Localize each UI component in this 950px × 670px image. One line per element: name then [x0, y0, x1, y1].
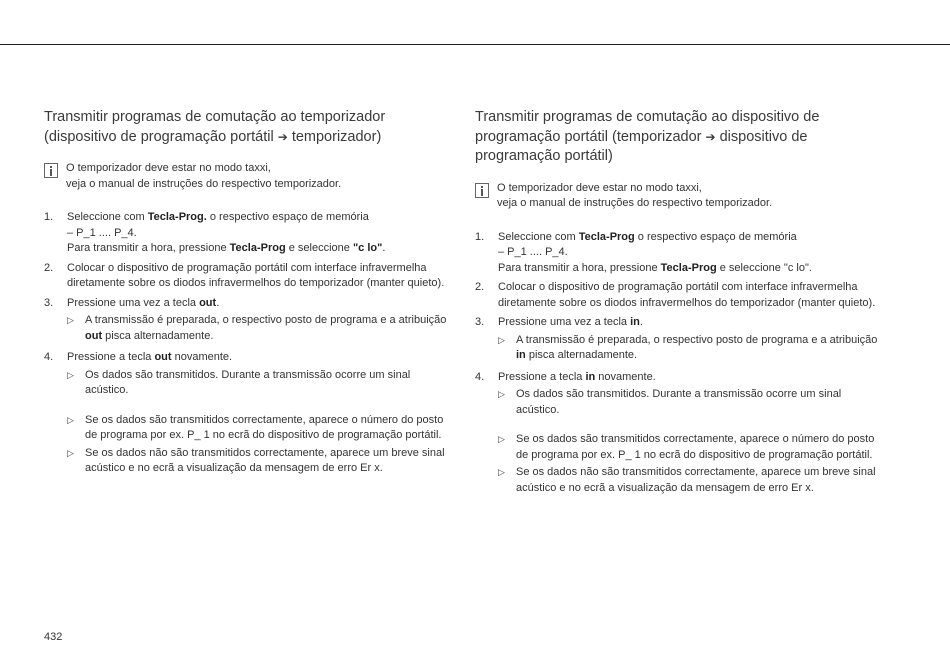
sub-item: ▷ Se os dados são transmitidos correctamente, aparece o número do posto de programa por ex. P_ 1 no ecrã do dispositivo de programação portátil.	[498, 432, 876, 463]
list-item: 4. Pressione a tecla out novamente. ▷ Os dados são transmitidos. Durante a transmissão ocorre um sinal acústico. ▷ Se os dados são transmitidos correctamente, aparece o número do posto de programa por ex. P_ 1 no ecrã do dispositivo de programação portátil. ▷ Se os dados não são transmitidos correctamente, aparece um breve sinal acústico e no ecrã a visualização da mensagem de erro Er x.	[44, 350, 444, 477]
list-item: 2. Colocar o dispositivo de programação portátil com interface infravermelha diretamente sobre os diodos infravermelhos do temporizador (manter quieto).	[44, 261, 445, 289]
left-column	[44, 108, 447, 481]
sub-item: ▷ Se os dados são transmitidos correctamente, aparece o número do posto de programa por ex. P_ 1 no ecrã do dispositivo de programação portátil.	[67, 413, 445, 444]
top-rule	[0, 44, 950, 45]
sub-item: ▷ Se os dados não são transmitidos correctamente, aparece um breve sinal acústico e no ecrã a visualização da mensagem de erro Er x.	[498, 465, 876, 496]
section-heading-right: Transmitir programas de comutação ao dispositivo de programação portátil (temporizador ➔ dispositivo de programação portátil)	[475, 109, 820, 164]
triangle-bullet-icon: ▷	[498, 334, 505, 345]
triangle-bullet-icon: ▷	[498, 434, 505, 444]
section-heading-left: Transmitir programas de comutação ao temporizador (dispositivo de programação portátil ➔ temporizador)	[44, 109, 386, 145]
list-item: 3. Pressione uma vez a tecla in. ▷ A transmissão é preparada, o respectivo posto de programa e a atribuição in pisca alternadamente.	[475, 315, 875, 364]
info-note: O temporizador deve estar no modo taxxi, veja o manual de instruções do respectivo temporizador.	[475, 181, 875, 212]
list-item: 2. Colocar o dispositivo de programação portátil com interface infravermelha diretamente sobre os diodos infravermelhos do temporizador (manter quieto).	[475, 281, 876, 309]
sub-item: ▷ A transmissão é preparada, o respectivo posto de programa e a atribuição out pisca alternadamente.	[67, 313, 446, 344]
triangle-bullet-icon: ▷	[67, 369, 74, 380]
arrow-right-icon: ➔	[277, 129, 288, 144]
triangle-bullet-icon: ▷	[498, 389, 505, 399]
sub-item: ▷ A transmissão é preparada, o respectivo posto de programa e a atribuição in pisca alternadamente.	[498, 333, 877, 364]
list-item: 1. Seleccione com Tecla-Prog o respectivo espaço de memória – P_1 .... P_4. Para transmitir a hora, pressione Tecla-Prog e seleccione "c lo".	[475, 230, 812, 274]
arrow-right-icon: ➔	[705, 129, 716, 144]
list-item: 4. Pressione a tecla in novamente. ▷ Os dados são transmitidos. Durante a transmissão ocorre um sinal acústico. ▷ Se os dados são transmitidos correctamente, aparece o número do posto de programa por ex. P_ 1 no ecrã do dispositivo de programação portátil. ▷ Se os dados não são transmitidos correctamente, aparece um breve sinal acústico e no ecrã a visualização da mensagem de erro Er x.	[475, 370, 875, 497]
list-item: 3. Pressione uma vez a tecla out. ▷ A transmissão é preparada, o respectivo posto de programa e a atribuição out pisca alternadamente.	[44, 296, 444, 345]
triangle-bullet-icon: ▷	[67, 447, 74, 458]
triangle-bullet-icon: ▷	[67, 315, 74, 325]
sub-item: ▷ Os dados são transmitidos. Durante a transmissão ocorre um sinal acústico.	[498, 387, 876, 418]
triangle-bullet-icon: ▷	[67, 414, 74, 425]
steps-list	[475, 230, 878, 497]
sub-item: ▷ Se os dados não são transmitidos correctamente, aparece um breve sinal acústico e no ecrã a visualização da mensagem de erro Er x.	[67, 446, 445, 477]
steps-list	[44, 210, 447, 477]
info-note: O temporizador deve estar no modo taxxi, veja o manual de instruções do respectivo temporizador.	[44, 161, 444, 192]
triangle-bullet-icon: ▷	[498, 467, 505, 477]
right-column	[475, 108, 878, 500]
page-number: 432	[44, 631, 63, 643]
sub-item: ▷ Os dados são transmitidos. Durante a transmissão ocorre um sinal acústico.	[67, 368, 445, 399]
info-icon	[475, 183, 489, 198]
info-icon	[44, 163, 58, 178]
list-item: 1. Seleccione com Tecla-Prog. o respectivo espaço de memória – P_1 .... P_4. Para transmitir a hora, pressione Tecla-Prog e seleccione "c lo".	[44, 211, 386, 254]
